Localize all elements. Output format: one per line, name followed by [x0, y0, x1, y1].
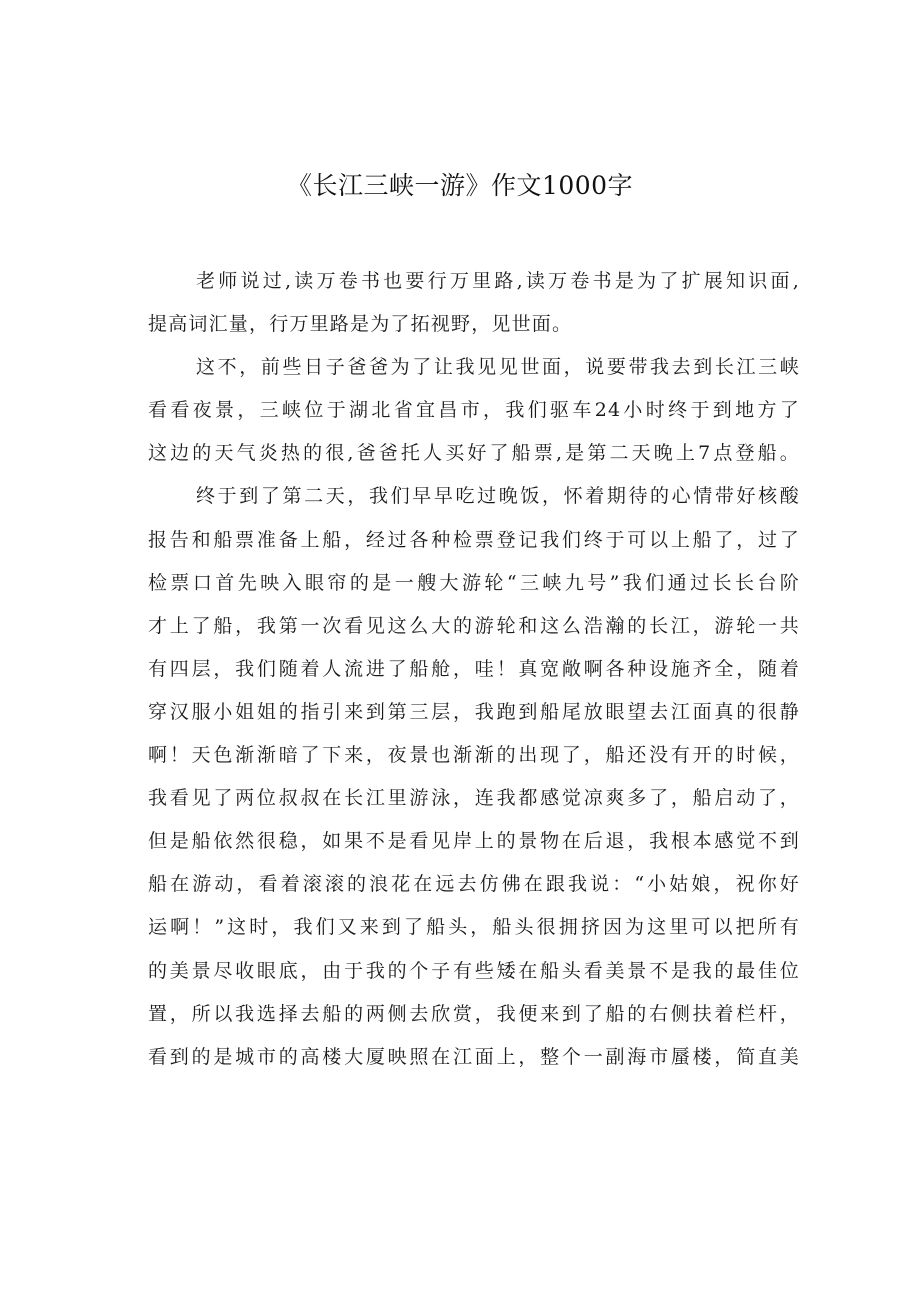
text-line: 运啊！”这时，我们又来到了船头，船头很拥挤因为这里可以把所有: [148, 916, 800, 939]
paragraph-3: [148, 475, 800, 1078]
document-title: 《长江三峡一游》作文1000字: [286, 171, 634, 200]
text-line: 这不，前些日子爸爸为了让我见见世面，说要带我去到长江三峡: [196, 356, 800, 379]
text-line: 看看夜景，三峡位于湖北省宜昌市，我们驱车24小时终于到地方了: [148, 399, 800, 422]
text-line: 的美景尽收眼底，由于我的个子有些矮在船头看美景不是我的最佳位: [148, 959, 800, 982]
text-line: 有四层，我们随着人流进了船舱，哇！真宽敞啊各种设施齐全，随着: [148, 657, 800, 680]
text-line: 才上了船，我第一次看见这么大的游轮和这么浩瀚的长江，游轮一共: [148, 614, 800, 637]
paragraph-1: [148, 260, 800, 346]
text-line: 但是船依然很稳，如果不是看见岸上的景物在后退，我根本感觉不到: [148, 830, 800, 853]
text-line: 检票口首先映入眼帘的是一艘大游轮“三峡九号”我们通过长长台阶: [148, 571, 800, 594]
text-line: 置，所以我选择去船的两侧去欣赏，我便来到了船的右侧扶着栏杆，: [148, 1002, 800, 1025]
text-line: 啊！天色渐渐暗了下来，夜景也渐渐的出现了，船还没有开的时候，: [148, 744, 800, 767]
text-line: 这边的天气炎热的很,爸爸托人买好了船票,是第二天晚上7点登船。: [148, 442, 800, 465]
text-line: 老师说过,读万卷书也要行万里路,读万卷书是为了扩展知识面,: [196, 270, 800, 292]
text-line: 终于到了第二天，我们早早吃过晚饭，怀着期待的心情带好核酸: [196, 485, 800, 508]
text-line: 船在游动，看着滚滚的浪花在远去仿佛在跟我说：“小姑娘，祝你好: [148, 873, 800, 896]
text-line: 报告和船票准备上船，经过各种检票登记我们终于可以上船了，过了: [148, 528, 800, 551]
document-body: [148, 260, 800, 1079]
text-line: 我看见了两位叔叔在长江里游泳，连我都感觉凉爽多了，船启动了，: [148, 787, 800, 810]
text-line: 穿汉服小姐姐的指引来到第三层，我跑到船尾放眼望去江面真的很静: [148, 700, 800, 723]
text-line: 提高词汇量，行万里路是为了拓视野，见世面。: [148, 313, 573, 336]
text-line: 看到的是城市的高楼大厦映照在江面上，整个一副海市蜃楼，简直美: [148, 1045, 800, 1068]
paragraph-2: [148, 346, 800, 475]
